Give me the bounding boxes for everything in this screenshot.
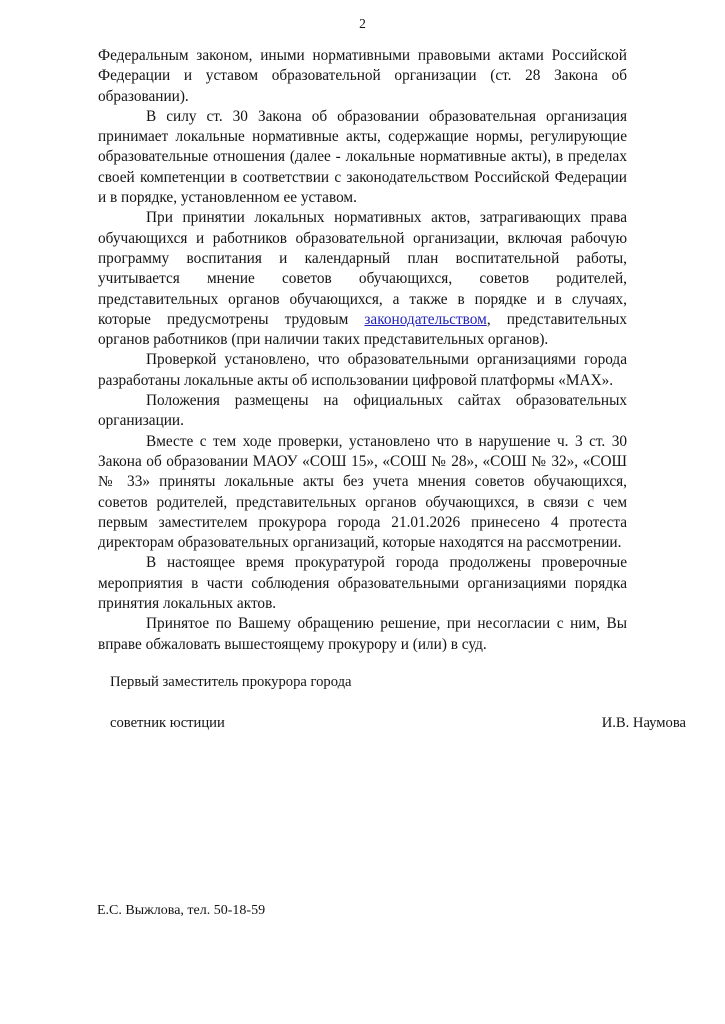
paragraph-4: Проверкой установлено, что образовательными организациями города разработаны локальные акты об использовании цифровой платформы «МАХ».: [98, 351, 627, 389]
page-number: 2: [359, 16, 366, 31]
paragraph-3-text-before-link: При принятии локальных нормативных актов, затрагивающих права обучающихся и работников образовательной организации, включая рабочую программу воспитания и календарный план воспитательной работы, учитывается мнение советов обучающихся, советов родителей, представительных органов обучающихся, а также в порядке и в случаях, которые предусмотрены трудовым: [98, 209, 627, 328]
legislation-link[interactable]: законодательством: [364, 310, 487, 328]
executor-note: Е.С. Выжлова, тел. 50-18-59: [97, 903, 266, 918]
paragraph-8: Принятое по Вашему обращению решение, при несогласии с ним, Вы вправе обжаловать вышестоящему прокурору и (или) в суд.: [98, 615, 627, 653]
paragraph-7: В настоящее время прокуратурой города продолжены проверочные мероприятия в части соблюдения образовательными организациями порядка принятия локальных актов.: [98, 554, 627, 613]
signature-block: [110, 672, 686, 733]
signatory-name: И.В. Наумова: [601, 715, 686, 731]
signature-row: [110, 713, 686, 733]
signatory-rank: советник юстиции: [110, 715, 225, 731]
paragraph-3: [98, 208, 627, 350]
document-body: [98, 46, 627, 655]
paragraph-3-text-after-link: , представительных органов работников (при наличии таких представительных органов).: [98, 310, 627, 349]
paragraph-1: Федеральным законом, иными нормативными правовыми актами Российской Федерации и уставом образовательной организации (ст. 28 Закона об образовании).: [98, 47, 627, 105]
paragraph-6: Вместе с тем ходе проверки, установлено что в нарушение ч. 3 ст. 30 Закона об образовании МАОУ «СОШ 15», «СОШ № 28», «СОШ № 32», «СОШ № 33» приняты локальные акты без учета мнения советов обучающихся, советов родителей, представительных органов обучающихся, в связи с чем первым заместителем прокурора города 21.01.2026 принесено 4 протеста директорам образовательных организаций, которые находятся на рассмотрении.: [98, 432, 627, 552]
paragraph-2: В силу ст. 30 Закона об образовании образовательная организация принимает локальные нормативные акты, содержащие нормы, регулирующие образовательные отношения (далее - локальные нормативные акты), в пределах своей компетенции в соответствии с законодательством Российской Федерации и в порядке, установленном ее уставом.: [98, 107, 627, 207]
signatory-role: Первый заместитель прокурора города: [110, 674, 352, 690]
paragraph-5: Положения размещены на официальных сайтах образовательных организации.: [98, 392, 627, 430]
